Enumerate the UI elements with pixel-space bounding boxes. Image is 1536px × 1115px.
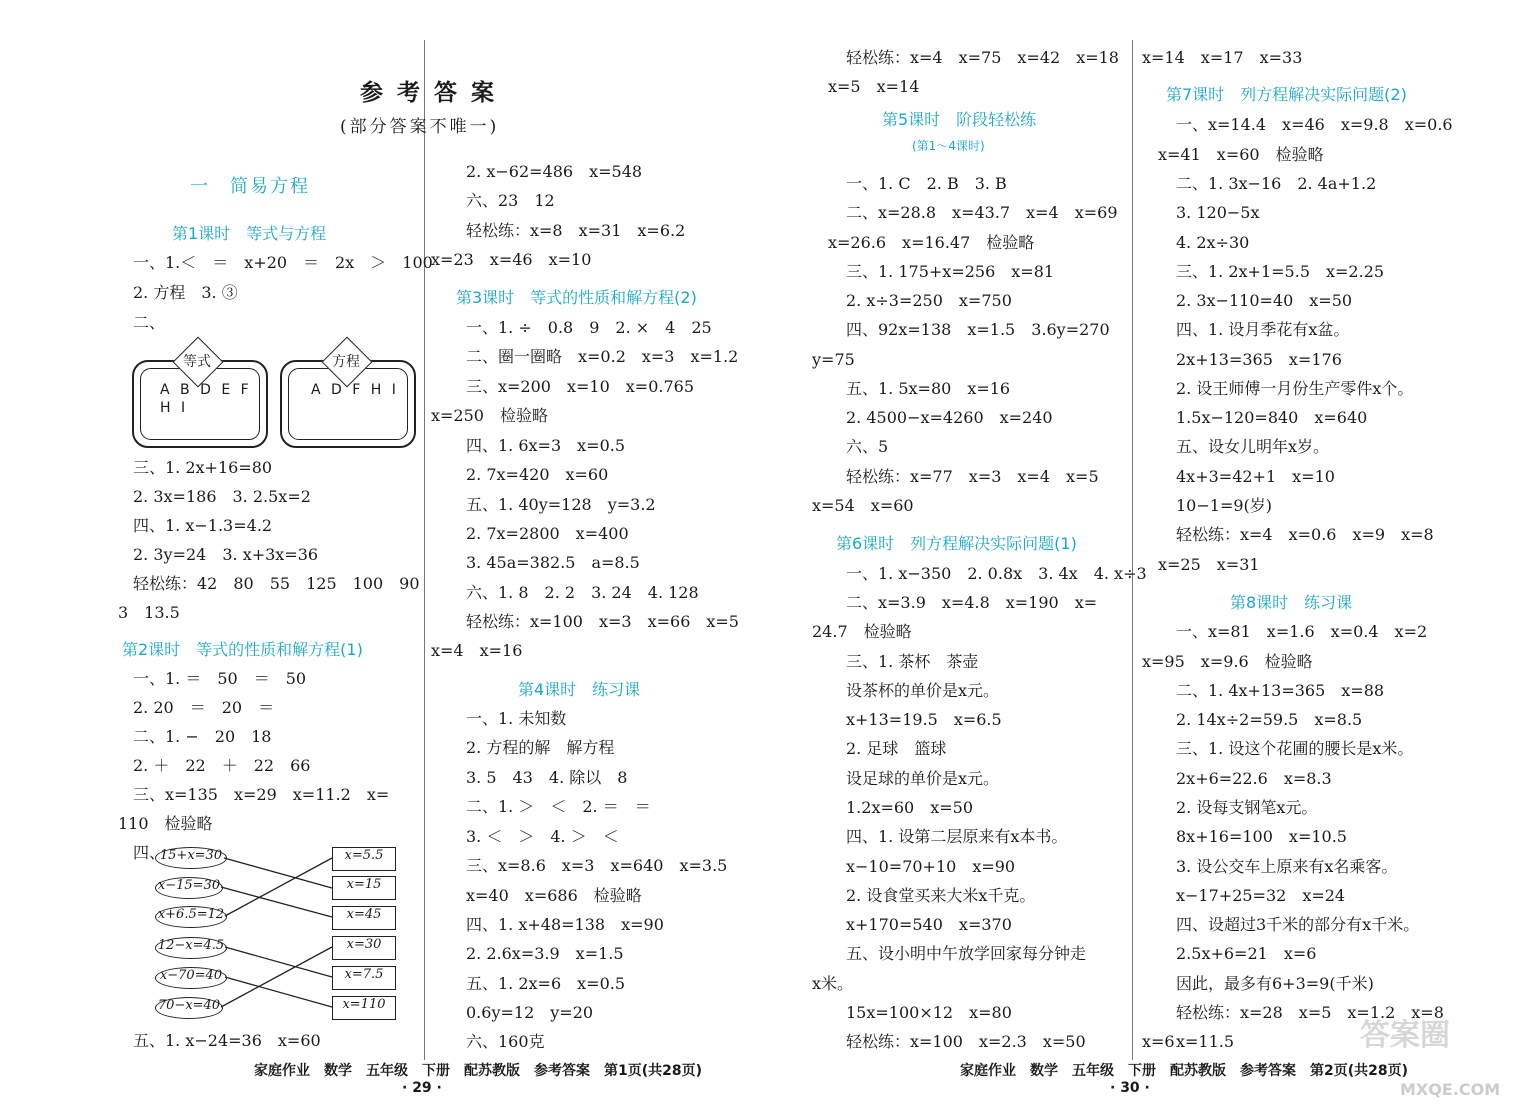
c2-line: 五、1. 40y=128 y=3.2 bbox=[466, 495, 656, 514]
c2-line: 三、x=8.6 x=3 x=640 x=3.5 bbox=[466, 856, 728, 875]
c4-line: 五、设女儿明年x岁。 bbox=[1176, 437, 1330, 456]
c3-line: 五、1. 5x=80 x=16 bbox=[846, 379, 1011, 398]
c2-line: x=250 检验略 bbox=[431, 406, 548, 425]
c1-line: 一、1.＜ ＝ x+20 ＝ 2x ＞ 100 bbox=[133, 253, 433, 272]
match-right-item: x=7.5 bbox=[332, 966, 396, 990]
c3-line: 2. 足球 篮球 bbox=[846, 739, 947, 758]
lesson1-heading: 第1课时 等式与方程 bbox=[172, 224, 327, 243]
c3-line: 三、1. 175+x=256 x=81 bbox=[846, 262, 1055, 281]
c4-line: x=11.5 bbox=[1176, 1032, 1235, 1051]
match-left-item: 12−x=4.5 bbox=[155, 937, 227, 959]
c3-line: 2. x÷3=250 x=750 bbox=[846, 291, 1012, 310]
c3-line: x−10=70+10 x=90 bbox=[846, 857, 1016, 876]
footer-left: 家庭作业 数学 五年级 下册 配苏教版 参考答案 第1页(共28页) bbox=[254, 1063, 703, 1079]
c2-line: 六、23 12 bbox=[466, 191, 555, 210]
c3-line: 24.7 检验略 bbox=[812, 622, 912, 641]
c2-line: 四、1. x+48=138 x=90 bbox=[466, 915, 664, 934]
c2-line: 3. 45a=382.5 a=8.5 bbox=[466, 553, 640, 572]
c3-line: x=26.6 x=16.47 检验略 bbox=[828, 233, 1035, 252]
c2-line: 三、x=200 x=10 x=0.765 bbox=[466, 377, 694, 396]
c4-line: 二、1. 3x−16 2. 4a+1.2 bbox=[1176, 174, 1377, 193]
c2-line: 一、1. ÷ 0.8 9 2. × 4 25 bbox=[466, 318, 712, 337]
c3-line: 设足球的单价是x元。 bbox=[846, 769, 1000, 788]
c2-line: 3. ＜ ＞ 4. ＞ ＜ bbox=[466, 827, 619, 846]
match-left-item: x−15=30 bbox=[155, 877, 223, 899]
c3-line: 轻松练：x=77 x=3 x=4 x=5 bbox=[846, 467, 1099, 486]
page-number-left: · 29 · bbox=[402, 1080, 442, 1096]
c3-line: x=5 x=14 bbox=[828, 77, 920, 96]
unit-title: 一 简易方程 bbox=[190, 176, 310, 197]
c3-line: x米。 bbox=[812, 974, 854, 993]
c3-line: 一、1. C 2. B 3. B bbox=[846, 174, 1007, 193]
c3-line: 三、1. 茶杯 茶壶 bbox=[846, 652, 979, 671]
c1-line: 四、 bbox=[133, 843, 166, 862]
c4-line: 二、1. 4x+13=365 x=88 bbox=[1176, 681, 1385, 700]
c2-line: 2. 7x=420 x=60 bbox=[466, 465, 609, 484]
c4-line: 2x+13=365 x=176 bbox=[1176, 350, 1342, 369]
page-title: 参考答案 bbox=[360, 80, 508, 106]
c2-line: 四、1. 6x=3 x=0.5 bbox=[466, 436, 626, 455]
c3-line: 轻松练：x=100 x=2.3 x=50 bbox=[846, 1032, 1086, 1051]
match-right-item: x=15 bbox=[332, 876, 396, 900]
lesson5-heading: 第5课时 阶段轻松练 bbox=[882, 110, 1037, 129]
lesson4-heading: 第4课时 练习课 bbox=[518, 680, 641, 699]
c4-line: 轻松练：x=28 x=5 x=1.2 x=8 bbox=[1176, 1003, 1444, 1022]
c4-line: 一、x=81 x=1.6 x=0.4 x=2 bbox=[1176, 622, 1428, 641]
c1-line: 四、1. x−1.3=4.2 bbox=[133, 516, 273, 535]
equation-set-items: A B D E F bbox=[160, 382, 252, 398]
equation-label: 等式 bbox=[183, 354, 211, 370]
c2-line: x=40 x=686 检验略 bbox=[466, 886, 642, 905]
c4-line: 4x+3=42+1 x=10 bbox=[1176, 467, 1335, 486]
c1-line: 2. ＋ 22 ＋ 22 66 bbox=[133, 756, 311, 775]
lesson8-heading: 第8课时 练习课 bbox=[1230, 593, 1353, 612]
equation-set-items: H I bbox=[160, 400, 189, 416]
c4-line: 2. 14x÷2=59.5 x=8.5 bbox=[1176, 710, 1363, 729]
c4-line: 四、设超过3千米的部分有x千米。 bbox=[1176, 915, 1420, 934]
c4-line: x=25 x=31 bbox=[1158, 555, 1260, 574]
c2-line: 2. x−62=486 x=548 bbox=[466, 162, 643, 181]
c3-line: 一、1. x−350 2. 0.8x 3. 4x 4. x÷3 bbox=[846, 564, 1147, 583]
c4-line: x−17+25=32 x=24 bbox=[1176, 886, 1346, 905]
match-right-item: x=45 bbox=[332, 906, 396, 930]
c3-line: x+170=540 x=370 bbox=[846, 915, 1012, 934]
c3-line: 设茶杯的单价是x元。 bbox=[846, 681, 1000, 700]
c4-line: 2.5x+6=21 x=6 bbox=[1176, 944, 1317, 963]
c4-line: x=95 x=9.6 检验略 bbox=[1142, 652, 1313, 671]
c3-line: 四、1. 设第二层原来有x本书。 bbox=[846, 827, 1068, 846]
formula-label: 方程 bbox=[332, 354, 360, 370]
c2-line: 轻松练：x=8 x=31 x=6.2 bbox=[466, 221, 686, 240]
c4-line: 2. 设王师傅一月份生产零件x个。 bbox=[1176, 379, 1414, 398]
lesson7-heading: 第7课时 列方程解决实际问题(2) bbox=[1166, 85, 1407, 104]
c1-line: 110 检验略 bbox=[118, 814, 213, 833]
c3-line: 2. 4500−x=4260 x=240 bbox=[846, 408, 1053, 427]
watermark-url: MXQE.COM bbox=[1400, 1080, 1501, 1099]
c3-line: 五、设小明中午放学回家每分钟走 bbox=[846, 944, 1087, 963]
c3-line: 1.2x=60 x=50 bbox=[846, 798, 974, 817]
c2-line: x=4 x=16 bbox=[431, 641, 523, 660]
c2-line: 2. 7x=2800 x=400 bbox=[466, 524, 629, 543]
c4-line: 10−1=9(岁) bbox=[1176, 496, 1273, 515]
c1-line: 三、x=135 x=29 x=11.2 x= bbox=[133, 785, 390, 804]
c1-line: 2. 方程 3. ③ bbox=[133, 283, 238, 302]
c1-line: 三、1. 2x+16=80 bbox=[133, 458, 273, 477]
c2-line: 五、1. 2x=6 x=0.5 bbox=[466, 974, 626, 993]
c4-line: 三、1. 设这个花圃的腰长是x米。 bbox=[1176, 739, 1414, 758]
page-subtitle: (部分答案不唯一) bbox=[340, 117, 500, 137]
page-number-right: · 30 · bbox=[1110, 1080, 1150, 1096]
c1-line: 2. 20 ＝ 20 ＝ bbox=[133, 698, 275, 717]
match-left-item: 15+x=30 bbox=[155, 847, 227, 869]
c1-line: 五、1. x−24=36 x=60 bbox=[133, 1031, 321, 1050]
c2-line: 3. 5 43 4. 除以 8 bbox=[466, 768, 628, 787]
c4-line: 2x+6=22.6 x=8.3 bbox=[1176, 769, 1332, 788]
c4-line: 3. 120−5x bbox=[1176, 203, 1260, 222]
lesson6-heading: 第6课时 列方程解决实际问题(1) bbox=[836, 534, 1077, 553]
c4-line: 四、1. 设月季花有x盆。 bbox=[1176, 320, 1350, 339]
c3-line: 二、x=28.8 x=43.7 x=4 x=69 bbox=[846, 203, 1118, 222]
c4-line: 1.5x−120=840 x=640 bbox=[1176, 408, 1368, 427]
c2-line: 0.6y=12 y=20 bbox=[466, 1003, 594, 1022]
match-left-item: 70−x=40 bbox=[155, 997, 223, 1019]
lesson3-heading: 第3课时 等式的性质和解方程(2) bbox=[456, 288, 697, 307]
c1-line: 轻松练：42 80 55 125 100 90 bbox=[133, 574, 420, 593]
c1-line: 3 13.5 bbox=[118, 603, 180, 622]
c3-line: 轻松练：x=4 x=75 x=42 x=18 bbox=[846, 48, 1119, 67]
c3-line: 15x=100×12 x=80 bbox=[846, 1003, 1012, 1022]
lesson5-subheading: (第1～4课时) bbox=[912, 139, 985, 153]
c3-line: 二、x=3.9 x=4.8 x=190 x= bbox=[846, 593, 1098, 612]
c4-line: x=14 x=17 x=33 bbox=[1142, 48, 1303, 67]
c4-line: 因此，最多有6+3=9(千米) bbox=[1176, 974, 1374, 993]
c2-line: 二、1. ＞ ＜ 2. ＝ ＝ bbox=[466, 797, 651, 816]
formula-set-items: A D F H I bbox=[311, 382, 399, 398]
c2-line: 六、1. 8 2. 2 3. 24 4. 128 bbox=[466, 583, 699, 602]
c4-line: 4. 2x÷30 bbox=[1176, 233, 1250, 252]
c1-line: 一、1. ＝ 50 ＝ 50 bbox=[133, 669, 307, 688]
c3-line: x+13=19.5 x=6.5 bbox=[846, 710, 1002, 729]
c1-line: 2. 3x=186 3. 2.5x=2 bbox=[133, 487, 311, 506]
c3-line: 四、92x=138 x=1.5 3.6y=270 bbox=[846, 320, 1110, 339]
c2-line: 一、1. 未知数 bbox=[466, 709, 567, 728]
lesson2-heading: 第2课时 等式的性质和解方程(1) bbox=[122, 640, 363, 659]
c4-line: 3. 设公交车上原来有x名乘客。 bbox=[1176, 857, 1398, 876]
footer-right: 家庭作业 数学 五年级 下册 配苏教版 参考答案 第2页(共28页) bbox=[960, 1063, 1409, 1079]
c4-line: x=41 x=60 检验略 bbox=[1158, 145, 1324, 164]
match-right-item: x=110 bbox=[332, 996, 396, 1020]
c1-line: 2. 3y=24 3. x+3x=36 bbox=[133, 545, 319, 564]
c4-line: 2. 3x−110=40 x=50 bbox=[1176, 291, 1353, 310]
c4-line: 8x+16=100 x=10.5 bbox=[1176, 827, 1347, 846]
c4-line: 轻松练：x=4 x=0.6 x=9 x=8 bbox=[1176, 525, 1434, 544]
c4-line: x=6 bbox=[1142, 1032, 1175, 1051]
c2-line: 2. 方程的解 解方程 bbox=[466, 738, 615, 757]
match-left-item: x−70=40 bbox=[155, 967, 227, 989]
watermark-logo: 答案圈 bbox=[1360, 1018, 1450, 1053]
match-right-item: x=30 bbox=[332, 936, 396, 960]
c1-line: 二、 bbox=[133, 313, 166, 332]
c3-line: y=75 bbox=[812, 350, 855, 369]
match-left-item: x+6.5=12 bbox=[155, 906, 227, 928]
c3-line: 2. 设食堂买来大米x千克。 bbox=[846, 886, 1036, 905]
c4-line: 三、1. 2x+1=5.5 x=2.25 bbox=[1176, 262, 1385, 281]
c3-line: x=54 x=60 bbox=[812, 496, 914, 515]
c4-line: 一、x=14.4 x=46 x=9.8 x=0.6 bbox=[1176, 115, 1453, 134]
c2-line: 六、160克 bbox=[466, 1032, 545, 1051]
c4-line: 2. 设每支钢笔x元。 bbox=[1176, 798, 1318, 817]
c2-line: x=23 x=46 x=10 bbox=[431, 250, 592, 269]
match-right-item: x=5.5 bbox=[332, 847, 396, 871]
c2-line: 轻松练：x=100 x=3 x=66 x=5 bbox=[466, 612, 739, 631]
c3-line: 六、5 bbox=[846, 437, 889, 456]
c2-line: 2. 2.6x=3.9 x=1.5 bbox=[466, 944, 624, 963]
c1-line: 二、1. − 20 18 bbox=[133, 727, 272, 746]
c2-line: 二、圈一圈略 x=0.2 x=3 x=1.2 bbox=[466, 347, 739, 366]
